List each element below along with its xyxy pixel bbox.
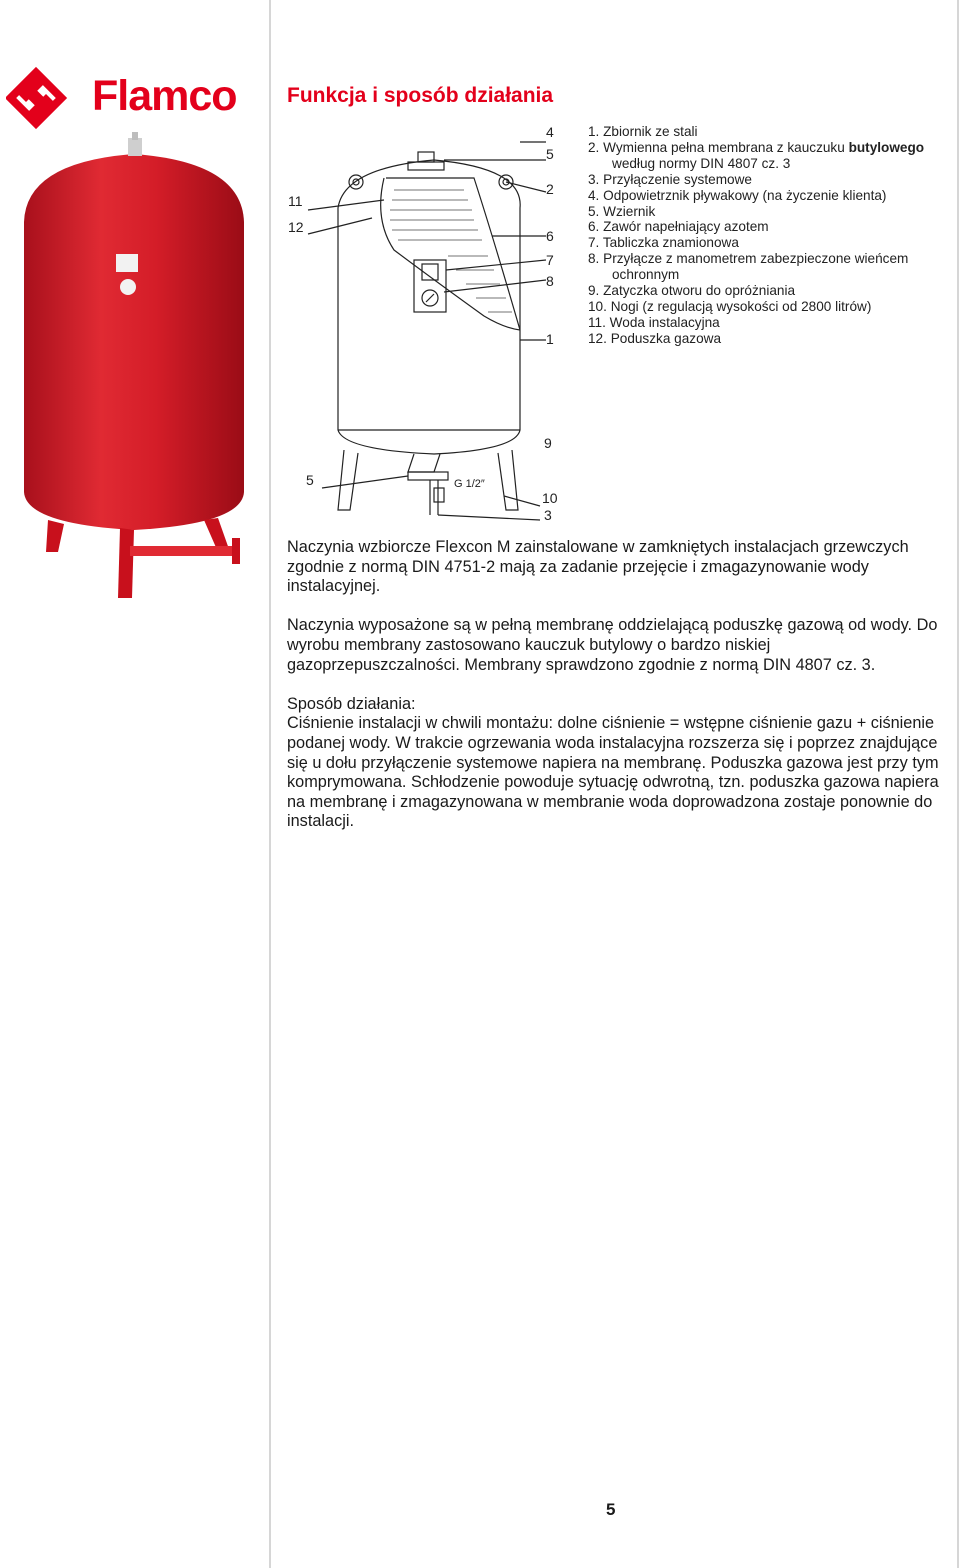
legend-item: 2. Wymienna pełna membrana z kauczuku butylowego według normy DIN 4807 cz. 3: [588, 139, 925, 171]
legend-item: 1. Zbiornik ze stali: [588, 124, 698, 139]
callout-3: 3: [544, 507, 552, 523]
legend-item: 8. Przyłącze z manometrem zabezpieczone wieńcem ochronnym: [588, 251, 909, 283]
component-legend: [588, 124, 958, 347]
legend-item: 5. Wziernik: [588, 203, 656, 219]
paragraph-operation: [287, 695, 947, 832]
legend-item: 12. Poduszka gazowa: [588, 330, 722, 346]
paragraph-membrane: Naczynia wyposażone są w pełną membranę oddzielającą poduszkę gazową od wody. Do wyrobu membrany zastosowano kauczuk butylowy o bardzo niskiej gazoprzepuszczalności. Membrany sprawdzono zgodnie z normą DIN 4807 cz. 3.: [287, 616, 938, 674]
legend-item: 10. Nogi (z regulacją wysokości od 2800 litrów): [588, 298, 872, 314]
expansion-vessel-image: [18, 132, 250, 602]
callout-11: 11: [288, 193, 303, 209]
callout-2: 2: [546, 181, 554, 197]
thread-label: G 1/2″: [454, 478, 485, 490]
vessel-cross-section-diagram: [284, 120, 584, 530]
callout-6: 6: [546, 228, 554, 244]
description-text: [287, 538, 947, 852]
legend-item: 7. Tabliczka znamionowa: [588, 235, 739, 251]
legend-item: 4. Odpowietrznik pływakowy (na życzenie klienta): [588, 187, 887, 203]
page-divider-left: [269, 0, 271, 1568]
operation-heading: Sposób działania:: [287, 694, 416, 713]
callout-9: 9: [544, 435, 552, 451]
legend-item: 6. Zawór napełniający azotem: [588, 219, 769, 235]
membrane-line: [381, 178, 520, 330]
page-title: Funkcja i sposób działania: [287, 84, 554, 107]
vessel-outline: [338, 160, 520, 454]
paragraph-intro: Naczynia wzbiorcze Flexcon M zainstalowane w zamkniętych instalacjach grzewczych zgodnie z normą DIN 4751-2 mają za zadanie przejęcie i zmagazynowanie wody instalacyjnej.: [287, 538, 909, 596]
callout-8: 8: [546, 273, 554, 289]
flamco-logo-mark-icon: [6, 67, 67, 129]
operation-text: Ciśnienie instalacji w chwili montażu: dolne ciśnienie = wstępne ciśnienie gazu + ciśnienie podanej wody. W trakcie ogrzewania woda instalacyjna rozszerza się i poprzez znajdujące się u dołu przyłączenie systemowe napiera na membranę. Poduszka gazowa jest przy tym komprymowana. Schłodzenie powoduje sytuację odwrotną, tzn. poduszka gazowa napiera na membranę i zmagazynowana w membranie woda doprowadzona zostaje ponownie do instalacji.: [287, 714, 939, 831]
legend-item: 11. Woda instalacyjna: [588, 314, 720, 330]
callout-4: 4: [546, 124, 554, 140]
callout-7: 7: [546, 252, 554, 268]
page-number: 5: [606, 1500, 616, 1519]
legend-item: 9. Zatyczka otworu do opróżniania: [588, 283, 796, 299]
callout-10: 10: [542, 490, 558, 506]
callout-1: 1: [546, 331, 554, 347]
callout-12: 12: [288, 219, 304, 235]
brand-name: Flamco: [92, 72, 237, 120]
legend-item: 3. Przyłączenie systemowe: [588, 171, 752, 187]
callout-5-top: 5: [546, 146, 554, 162]
callout-5-bottom: 5: [306, 472, 314, 488]
